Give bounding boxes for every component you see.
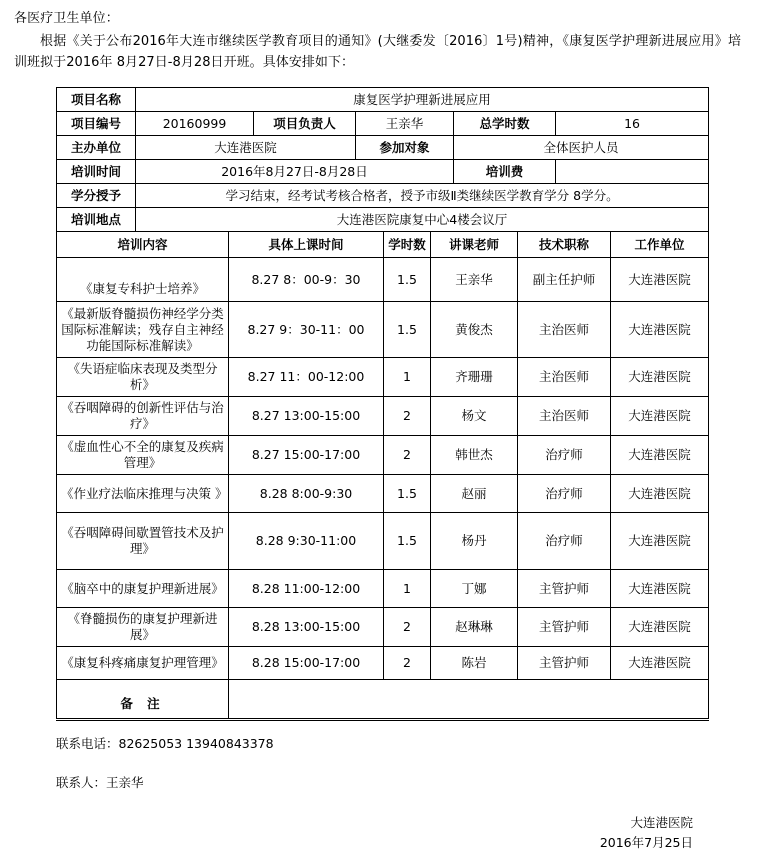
col-header-time: 具体上课时间 <box>229 232 384 258</box>
table-row <box>57 136 709 160</box>
project-no-label: 项目编号 <box>57 112 136 136</box>
row-time: 8.27 9：30-11：00 <box>229 302 384 358</box>
row-unit: 大连港医院 <box>611 302 709 358</box>
col-header-teacher: 讲课老师 <box>431 232 518 258</box>
row-unit: 大连港医院 <box>611 513 709 570</box>
footer-section <box>0 721 759 851</box>
row-hours: 1.5 <box>384 475 431 513</box>
row-topic: 《脑卒中的康复护理新进展》 <box>57 570 229 608</box>
row-title: 主治医师 <box>518 397 611 436</box>
schedule-table <box>56 231 709 721</box>
row-teacher: 杨丹 <box>431 513 518 570</box>
audience-label: 参加对象 <box>356 136 454 160</box>
table-row <box>57 570 709 608</box>
training-fee-label: 培训费 <box>454 160 556 184</box>
table-row <box>57 258 709 302</box>
row-title: 主管护师 <box>518 647 611 680</box>
row-teacher: 齐珊珊 <box>431 358 518 397</box>
project-info-table <box>56 87 709 232</box>
row-topic: 《作业疗法临床推理与决策 》 <box>57 475 229 513</box>
intro-body-paragraph: 根据《关于公布2016年大连市继续医学教育项目的通知》(大继委发〔2016〕1号)精神，《康复医学护理新进展应用》培训班拟于2016年 8月27日-8月28日开班。具体安排如下： <box>14 34 741 70</box>
row-hours: 1.5 <box>384 302 431 358</box>
row-unit: 大连港医院 <box>611 358 709 397</box>
row-hours: 1 <box>384 358 431 397</box>
table-row <box>57 436 709 475</box>
audience-value: 全体医护人员 <box>454 136 709 160</box>
leader-label: 项目负责人 <box>254 112 356 136</box>
salutation-line: 各医疗卫生单位： <box>14 11 119 26</box>
row-hours: 1.5 <box>384 513 431 570</box>
contact-person: 联系人：王亲华 <box>56 775 144 790</box>
row-title: 主治医师 <box>518 358 611 397</box>
row-time: 8.27 15:00-17:00 <box>229 436 384 475</box>
row-topic: 《吞咽障碍间歇置管技术及护理》 <box>57 513 229 570</box>
row-hours: 1.5 <box>384 258 431 302</box>
project-no-value: 20160999 <box>136 112 254 136</box>
row-topic: 《虚血性心不全的康复及疾病管理》 <box>57 436 229 475</box>
schedule-header-row <box>57 232 709 258</box>
row-topic: 《失语症临床表现及类型分析》 <box>57 358 229 397</box>
credit-award-value: 学习结束，经考试考核合格者，授予市级Ⅱ类继续医学教育学分 8学分。 <box>136 184 709 208</box>
row-unit: 大连港医院 <box>611 436 709 475</box>
row-title: 主管护师 <box>518 570 611 608</box>
row-unit: 大连港医院 <box>611 475 709 513</box>
issue-date: 2016年7月25日 <box>599 835 693 850</box>
table-row <box>57 88 709 112</box>
leader-value: 王亲华 <box>356 112 454 136</box>
row-title: 副主任护师 <box>518 258 611 302</box>
row-hours: 2 <box>384 647 431 680</box>
row-teacher: 赵丽 <box>431 475 518 513</box>
row-unit: 大连港医院 <box>611 608 709 647</box>
tables-container <box>0 87 759 721</box>
col-header-topic: 培训内容 <box>57 232 229 258</box>
row-topic: 《康复专科护士培养》 <box>57 258 229 302</box>
organizer-value: 大连港医院 <box>136 136 356 160</box>
col-header-hours: 学时数 <box>384 232 431 258</box>
row-teacher: 陈岩 <box>431 647 518 680</box>
row-hours: 2 <box>384 436 431 475</box>
table-row <box>57 302 709 358</box>
table-row <box>57 513 709 570</box>
training-time-label: 培训时间 <box>57 160 136 184</box>
training-place-label: 培训地点 <box>57 208 136 232</box>
table-row <box>57 112 709 136</box>
col-header-title: 技术职称 <box>518 232 611 258</box>
table-row <box>57 358 709 397</box>
row-hours: 2 <box>384 608 431 647</box>
row-time: 8.28 11:00-12:00 <box>229 570 384 608</box>
row-title: 治疗师 <box>518 436 611 475</box>
row-topic: 《吞咽障碍的创新性评估与治疗》 <box>57 397 229 436</box>
intro-section <box>0 0 759 73</box>
project-name-value: 康复医学护理新进展应用 <box>136 88 709 112</box>
table-row <box>57 475 709 513</box>
total-hours-label: 总学时数 <box>454 112 556 136</box>
row-time: 8.27 13:00-15:00 <box>229 397 384 436</box>
row-teacher: 杨文 <box>431 397 518 436</box>
training-place-value: 大连港医院康复中心4楼会议厅 <box>136 208 709 232</box>
table-row <box>57 160 709 184</box>
row-teacher: 王亲华 <box>431 258 518 302</box>
row-unit: 大连港医院 <box>611 397 709 436</box>
row-topic: 《最新版脊髓损伤神经学分类国际标准解读；残存自主神经功能国际标准解读》 <box>57 302 229 358</box>
row-title: 治疗师 <box>518 475 611 513</box>
row-time: 8.28 9:30-11:00 <box>229 513 384 570</box>
row-time: 8.28 13:00-15:00 <box>229 608 384 647</box>
row-unit: 大连港医院 <box>611 647 709 680</box>
row-title: 主管护师 <box>518 608 611 647</box>
table-row <box>57 647 709 680</box>
row-teacher: 丁娜 <box>431 570 518 608</box>
row-time: 8.27 8：00-9：30 <box>229 258 384 302</box>
row-time: 8.28 8:00-9:30 <box>229 475 384 513</box>
row-hours: 2 <box>384 397 431 436</box>
row-hours: 1 <box>384 570 431 608</box>
row-topic: 《康复科疼痛康复护理管理》 <box>57 647 229 680</box>
row-teacher: 赵琳琳 <box>431 608 518 647</box>
project-name-label: 项目名称 <box>57 88 136 112</box>
row-unit: 大连港医院 <box>611 258 709 302</box>
issuing-organization: 大连港医院 <box>630 815 693 830</box>
row-title: 主治医师 <box>518 302 611 358</box>
total-hours-value: 16 <box>556 112 709 136</box>
schedule-body <box>57 258 709 720</box>
row-unit: 大连港医院 <box>611 570 709 608</box>
table-row <box>57 397 709 436</box>
row-topic: 《脊髓损伤的康复护理新进展》 <box>57 608 229 647</box>
row-teacher: 韩世杰 <box>431 436 518 475</box>
credit-award-label: 学分授予 <box>57 184 136 208</box>
table-row <box>57 184 709 208</box>
row-time: 8.28 15:00-17:00 <box>229 647 384 680</box>
remark-value <box>229 680 709 720</box>
training-time-value: 2016年8月27日-8月28日 <box>136 160 454 184</box>
remark-row <box>57 680 709 720</box>
remark-label: 备 注 <box>57 680 229 720</box>
training-fee-value <box>556 160 709 184</box>
row-teacher: 黄俊杰 <box>431 302 518 358</box>
row-time: 8.27 11：00-12:00 <box>229 358 384 397</box>
table-row <box>57 208 709 232</box>
table-row <box>57 608 709 647</box>
contact-phone: 联系电话：82625053 13940843378 <box>56 736 274 751</box>
row-title: 治疗师 <box>518 513 611 570</box>
col-header-unit: 工作单位 <box>611 232 709 258</box>
organizer-label: 主办单位 <box>57 136 136 160</box>
